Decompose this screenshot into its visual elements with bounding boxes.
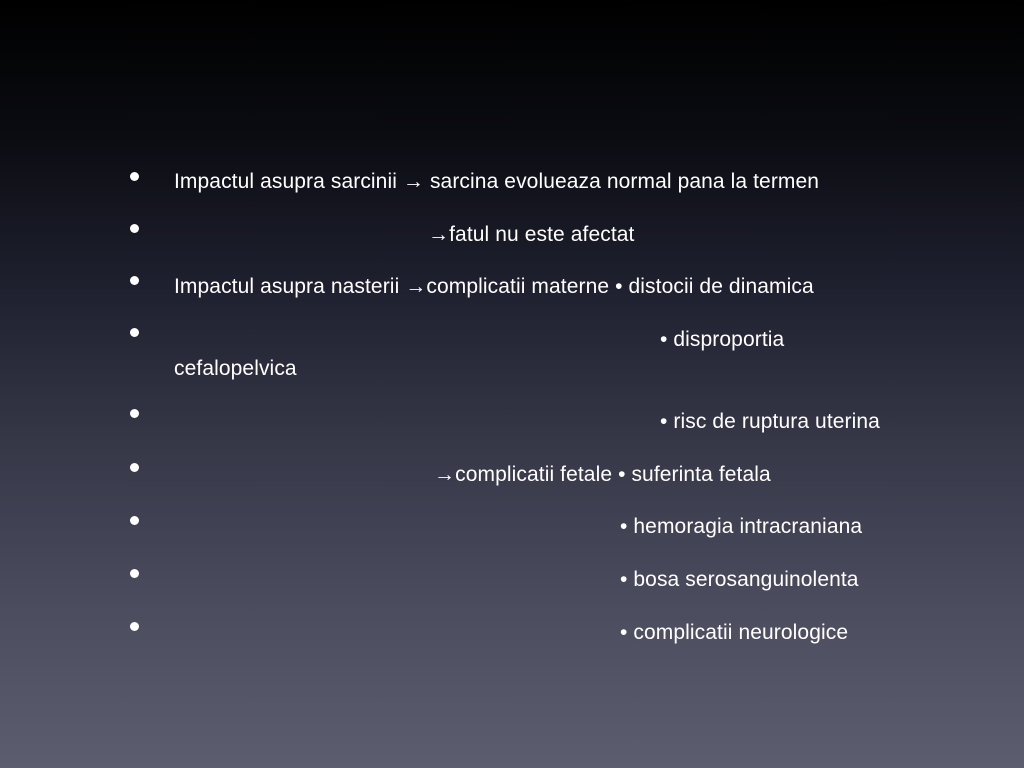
text-line-neurologic-complications: • complicatii neurologice (620, 621, 849, 644)
text-line-fetus-unaffected: →fatul nu este afectat (428, 223, 635, 246)
bullet-point (126, 618, 142, 634)
text-line-disproportion: • disproportia (660, 328, 785, 351)
bullet-point (126, 168, 142, 184)
text-line-cephalopelvic: cefalopelvica (174, 357, 297, 380)
bullet-point (126, 565, 142, 581)
text-line-pregnancy-impact: Impactul asupra sarcinii → sarcina evolueaza normal pana la termen (174, 170, 820, 193)
bullet-point (126, 512, 142, 528)
bullet-point (126, 272, 142, 288)
text-line-intracranial-hemorrhage: • hemoragia intracraniana (620, 515, 863, 538)
bullet-point (126, 220, 142, 236)
bullet-point (126, 324, 142, 340)
text-line-caput-succedaneum: • bosa serosanguinolenta (620, 568, 859, 591)
text-line-birth-impact: Impactul asupra nasterii →complicatii materne • distocii de dinamica (174, 275, 814, 298)
bullet-point (126, 459, 142, 475)
text-line-fetal-complications: →complicatii fetale • suferinta fetala (434, 463, 771, 486)
bullet-point (126, 405, 142, 421)
text-line-uterine-rupture: • risc de ruptura uterina (660, 410, 880, 433)
